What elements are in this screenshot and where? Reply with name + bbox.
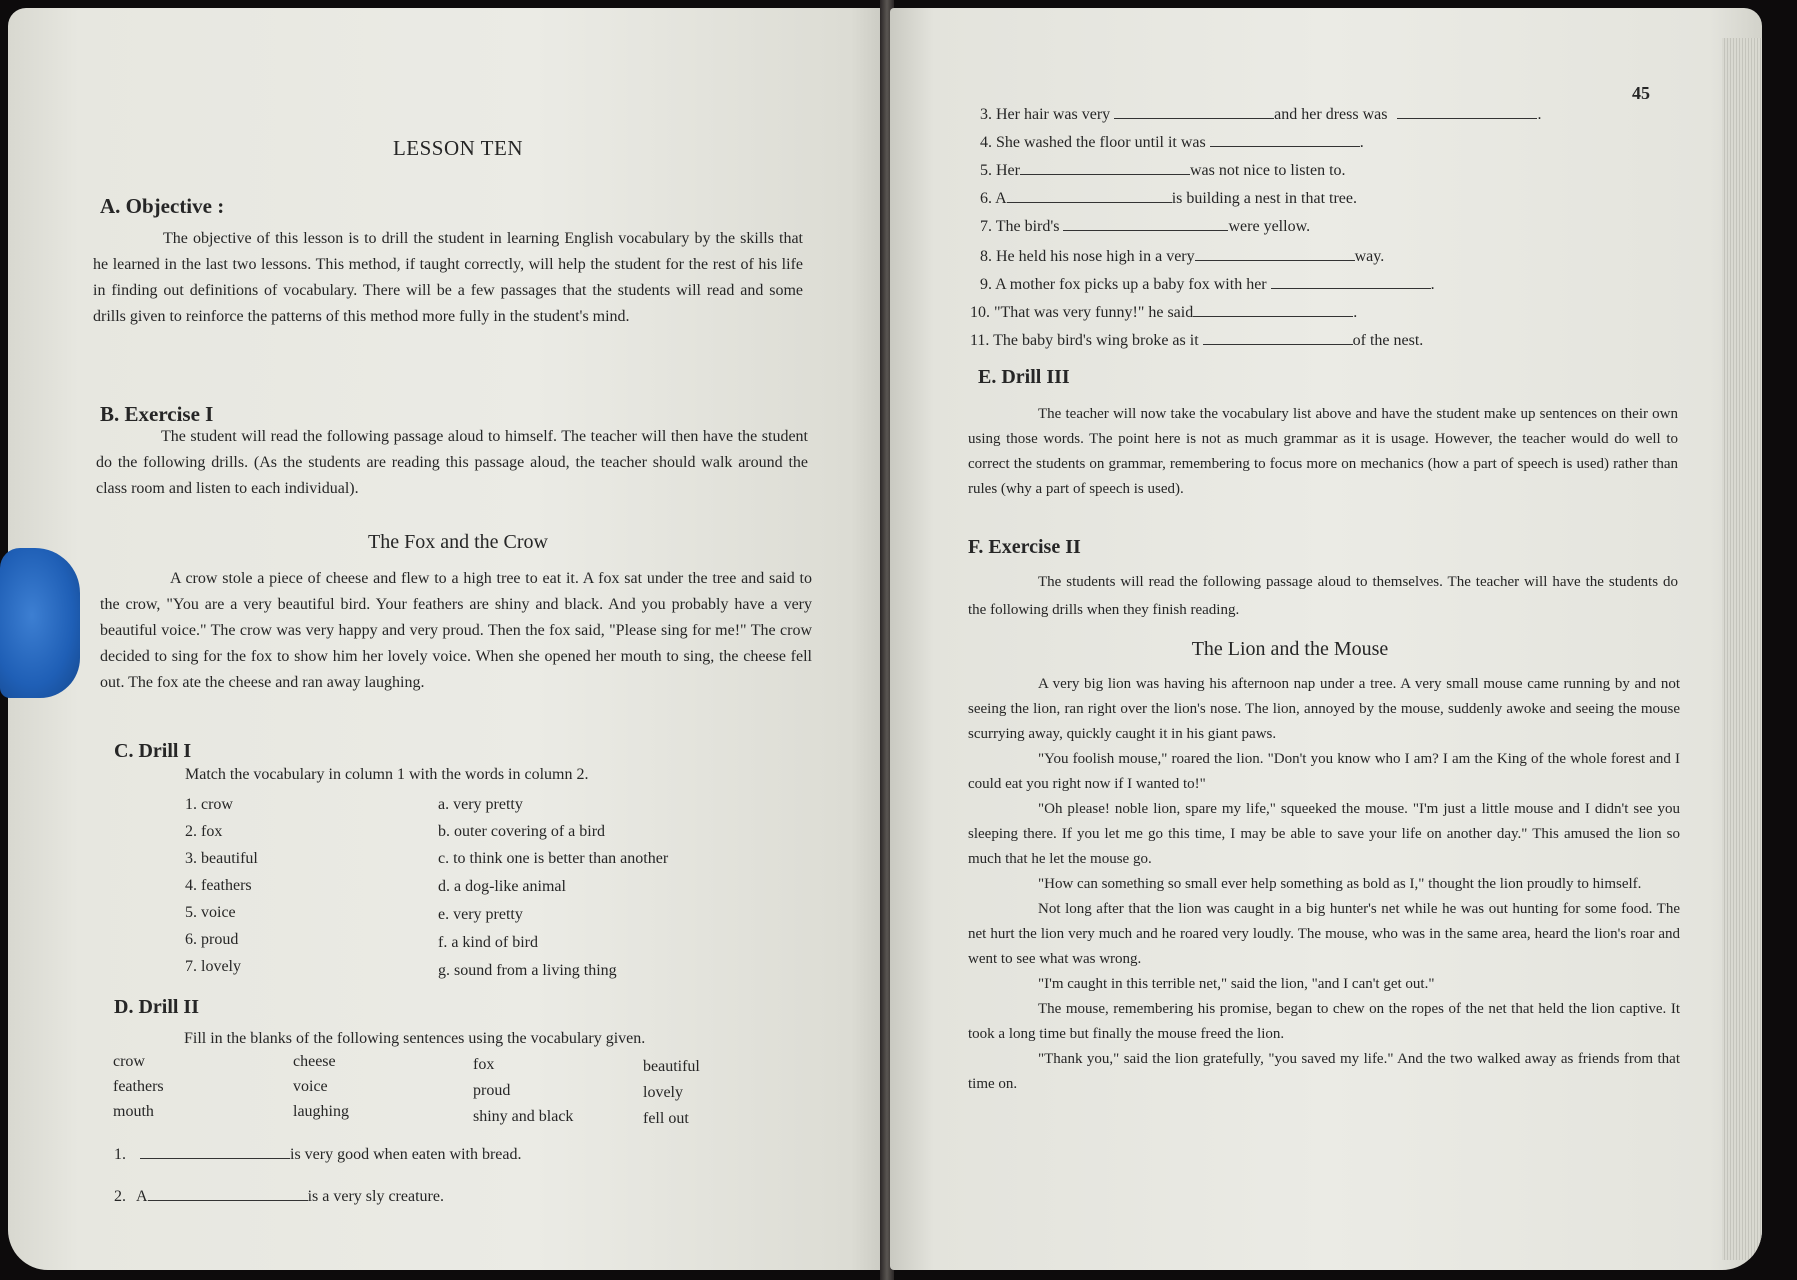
drill1-instruction: Match the vocabulary in column 1 with the words in column 2. (185, 766, 589, 783)
vocab-word: fox (473, 1056, 495, 1073)
story2-paragraph: A very big lion was having his afternoon nap under a tree. A very small mouse came running by and not seeing the lion, ran right over the lion's nose. The lion, annoyed by the mouse, suddenly awoke and seeing the mouse scurrying away, quickly caught it in his giant paws. (968, 676, 1680, 742)
sentence-before: Her hair was very (996, 106, 1111, 123)
story1-title: The Fox and the Crow (368, 531, 548, 553)
vocab-word: shiny and black (473, 1108, 574, 1125)
sentence-before: Her (996, 162, 1020, 179)
objective-heading: A. Objective : (100, 194, 225, 218)
sentence-3 (980, 104, 1541, 124)
sentence-10 (970, 302, 1357, 322)
column1-item: 5. voice (185, 904, 236, 921)
story2-paragraph: "Oh please! noble lion, spare my life," squeeked the mouse. "I'm just a little mouse and I didn't see you sleeping there. If you let me go this time, I may be able to save your life on another day." This amused the lion so much that he let the mouse go. (968, 801, 1680, 867)
vocab-word: lovely (643, 1084, 683, 1101)
column1-item: 6. proud (185, 931, 239, 948)
answer-blank[interactable] (1193, 302, 1353, 317)
story2-title: The Lion and the Mouse (1191, 638, 1389, 660)
answer-blank[interactable] (1195, 246, 1355, 261)
column2-item: c. to think one is better than another (438, 850, 669, 867)
sentence-after: is a very sly creature. (307, 1188, 444, 1205)
page-number: 45 (1632, 83, 1650, 103)
answer-blank[interactable] (1114, 104, 1274, 119)
column1-item: 3. beautiful (185, 850, 258, 867)
story2-paragraph: "You foolish mouse," roared the lion. "Don't you know who I am? I am the King of the whole forest and I could eat you right now if I wanted to!" (968, 751, 1680, 792)
sentence-after: is building a nest in that tree. (1171, 190, 1357, 207)
exercise2-heading: F. Exercise II (968, 536, 1081, 558)
sentence-number: 8. (980, 248, 992, 265)
column2-item: b. outer covering of a bird (438, 823, 606, 840)
sentence-number: 2. (114, 1188, 126, 1205)
drill2-sentence-1 (114, 1144, 521, 1164)
right-page (890, 8, 1762, 1270)
column2-item: f. a kind of bird (438, 934, 538, 951)
sentence-after: . (1353, 304, 1358, 321)
sentence-before: A (136, 1188, 148, 1205)
sentence-before: The bird's (995, 218, 1060, 235)
sentence-after: . (1537, 106, 1542, 123)
drill3-heading: E. Drill III (978, 366, 1070, 388)
objective-text: The objective of this lesson is to drill the student in learning English vocabulary by the skills that he learned in the last two lessons. This method, if taught correctly, will help the student for the rest of his life in finding out definitions of vocabulary. There will be a few passages that the students will read and some drills given to reinforce the patterns of this method more fully in the student's mind. (93, 230, 803, 325)
vocab-word: cheese (293, 1053, 336, 1070)
sentence-number: 6. (980, 190, 992, 207)
sentence-before: "That was very funny!" he said (994, 304, 1194, 321)
sentence-number: 11. (970, 332, 990, 349)
column2-item: a. very pretty (438, 796, 523, 813)
left-page (8, 8, 886, 1270)
sentence-6 (980, 188, 1357, 208)
lesson-title: LESSON TEN (392, 136, 524, 160)
story1-text: A crow stole a piece of cheese and flew to a high tree to eat it. A fox sat under the tree and said to the crow, "You are a very beautiful bird. Your feathers are shiny and black. And you probably have a very beautiful voice." The crow was very happy and very proud. Then the fox said, "Please sing for me!" The crow decided to sing for the fox to show him her lovely voice. When she opened her mouth to sing, the cheese fell out. The fox ate the cheese and ran away laughing. (100, 570, 812, 691)
sentence-after: . (1430, 276, 1435, 293)
drill2-instruction: Fill in the blanks of the following sentences using the vocabulary given. (184, 1030, 646, 1047)
column1-item: 7. lovely (185, 958, 241, 975)
column1-item: 2. fox (185, 823, 223, 840)
story2-paragraph: The mouse, remembering his promise, began to chew on the ropes of the net that held the lion captive. It took a long time but finally the mouse freed the lion. (968, 1001, 1680, 1042)
sentence-number: 7. (980, 218, 992, 235)
answer-blank[interactable] (1397, 104, 1537, 119)
sentence-before: He held his nose high in a very (996, 248, 1195, 265)
story2-paragraph: "I'm caught in this terrible net," said the lion, "and I can't get out." (1038, 976, 1435, 992)
sentence-after: of the nest. (1352, 332, 1424, 349)
drill3-text: The teacher will now take the vocabulary list above and have the student make up sentences on their own using those words. The point here is not as much grammar as it is usage. However, the teacher would do well to correct the students on grammar, remembering to focus more on mechanics (how a part of speech is used) rather than rules (why a part of speech is used). (968, 406, 1678, 497)
vocab-word: laughing (293, 1103, 349, 1120)
vocab-word: feathers (113, 1078, 164, 1095)
column1-item: 4. feathers (185, 877, 252, 894)
sentence-7 (980, 216, 1310, 236)
vocab-word: proud (473, 1082, 511, 1099)
drill1-heading: C. Drill I (114, 740, 192, 762)
sentence-before: The baby bird's wing broke as it (993, 332, 1199, 349)
answer-blank[interactable] (1020, 160, 1190, 175)
story2-paragraph: "Thank you," said the lion gratefully, "you saved my life." And the two walked away as friends from that time on. (968, 1051, 1680, 1092)
column1-item: 1. crow (185, 796, 233, 813)
answer-blank[interactable] (1203, 330, 1353, 345)
sentence-5 (980, 160, 1346, 180)
sentence-after: way. (1354, 248, 1385, 265)
vocab-word: beautiful (643, 1058, 700, 1075)
sentence-8 (980, 246, 1384, 266)
sentence-after: were yellow. (1228, 218, 1311, 235)
exercise1-text: The student will read the following passage aloud to himself. The teacher will then have the student do the following drills. (As the students are reading this passage aloud, the teacher should walk around the class room and listen to each individual). (96, 428, 808, 497)
sentence-before: She washed the floor until it was (996, 134, 1206, 151)
exercise1-heading: B. Exercise I (100, 402, 214, 426)
page-edge (1722, 38, 1762, 1260)
column2-item: e. very pretty (438, 906, 523, 923)
answer-blank[interactable] (1063, 216, 1228, 231)
sentence-number: 5. (980, 162, 992, 179)
answer-blank[interactable] (1271, 274, 1431, 289)
vocab-word: crow (113, 1053, 145, 1070)
sentence-number: 3. (980, 106, 992, 123)
story2-paragraph: "How can something so small ever help something as bold as I," thought the lion proudly to himself. (1038, 876, 1642, 892)
vocab-word: mouth (113, 1103, 154, 1120)
story2-body (968, 672, 1680, 1097)
sentence-after: . (1359, 134, 1364, 151)
column2-item: d. a dog-like animal (438, 878, 566, 895)
answer-blank[interactable] (140, 1144, 290, 1159)
sentence-number: 10. (970, 304, 990, 321)
vocab-word: voice (293, 1078, 328, 1095)
sentence-number: 4. (980, 134, 992, 151)
drill2-sentence-2 (114, 1186, 444, 1206)
sentence-4 (980, 132, 1364, 152)
exercise2-text: The students will read the following passage aloud to themselves. The teacher will have the students do the following drills when they finish reading. (968, 574, 1678, 618)
story2-paragraph: Not long after that the lion was caught in a big hunter's net while he was out hunting for some food. The net hurt the lion very much and he roared very loudly. The mouse, who was in the same area, heard the lion's roar and went to see what was wrong. (968, 901, 1680, 967)
answer-blank[interactable] (1210, 132, 1360, 147)
vocab-word: fell out (643, 1110, 689, 1127)
sentence-before: A (995, 190, 1007, 207)
answer-blank[interactable] (148, 1186, 308, 1201)
sentence-9 (980, 274, 1435, 294)
drill2-heading: D. Drill II (114, 996, 199, 1018)
sentence-11 (970, 330, 1423, 350)
sentence-number: 1. (114, 1146, 126, 1163)
blue-cloth-bookmark (0, 548, 80, 698)
sentence-after: is very good when eaten with bread. (290, 1146, 522, 1163)
column2-item: g. sound from a living thing (438, 962, 617, 979)
sentence-before: A mother fox picks up a baby fox with her (995, 276, 1267, 293)
sentence-number: 9. (980, 276, 992, 293)
sentence-after: was not nice to listen to. (1189, 162, 1346, 179)
answer-blank[interactable] (1007, 188, 1172, 203)
sentence-middle: and her dress was (1274, 106, 1388, 123)
